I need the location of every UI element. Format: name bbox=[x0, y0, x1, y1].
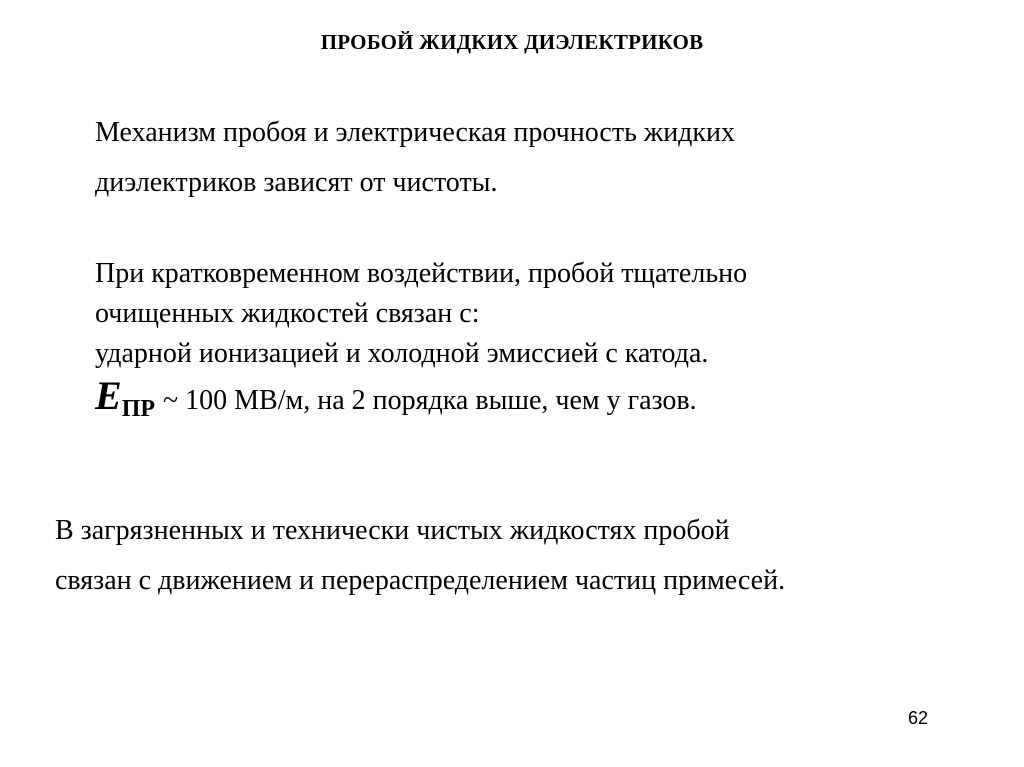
page-number: 62 bbox=[908, 708, 929, 728]
paragraph-line: связан с движением и перераспределением частиц примесей. bbox=[55, 565, 786, 596]
paragraph-contaminated-liquids bbox=[55, 506, 785, 606]
paragraph-line: При кратковременном воздействии, пробой тщательно bbox=[95, 258, 748, 289]
paragraph-short-term-breakdown bbox=[95, 254, 747, 422]
paragraph-line: Механизм пробоя и электрическая прочность жидких bbox=[95, 117, 736, 148]
formula-subscript: ПР bbox=[121, 396, 156, 422]
paragraph-line: диэлектриков зависят от чистоты. bbox=[95, 167, 498, 198]
slide-title: ПРОБОЙ ЖИДКИХ ДИЭЛЕКТРИКОВ bbox=[320, 30, 704, 54]
formula-line bbox=[95, 373, 747, 422]
formula-text: ~ 100 МВ/м, на 2 порядка выше, чем у газов. bbox=[163, 385, 697, 416]
paragraph-line: очищенных жидкостей связан с: bbox=[95, 298, 480, 329]
paragraph-line: В загрязненных и технически чистых жидкостях пробой bbox=[55, 515, 730, 546]
paragraph-mechanism bbox=[95, 108, 735, 208]
formula-symbol: E bbox=[95, 373, 122, 418]
paragraph-line: ударной ионизацией и холодной эмиссией с катода. bbox=[95, 338, 709, 369]
